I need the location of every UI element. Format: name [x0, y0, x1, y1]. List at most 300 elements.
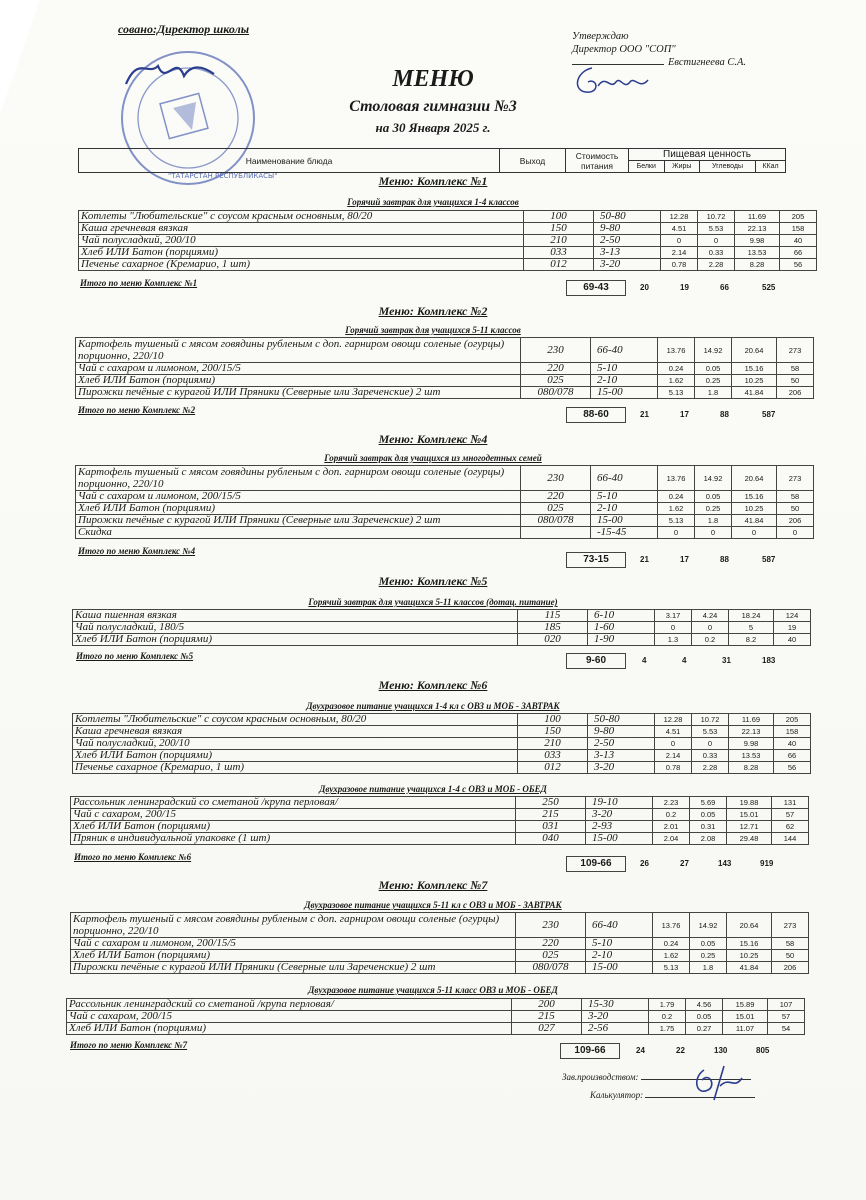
- dish-carbs: 8.28: [729, 762, 774, 774]
- dish-output: 215: [512, 1011, 582, 1023]
- dish-protein: 5.13: [653, 962, 690, 974]
- dish-fat: 14.92: [695, 466, 732, 491]
- torn-corner: [0, 0, 40, 115]
- dish-output: 020: [518, 634, 588, 646]
- table-row: [79, 223, 817, 235]
- col-name: Наименование блюда: [79, 149, 500, 173]
- dish-fat: 10.72: [698, 211, 735, 223]
- dish-output: 220: [521, 363, 591, 375]
- dish-carbs: 10.25: [727, 950, 772, 962]
- dish-carbs: 19.88: [727, 797, 772, 809]
- dish-fat: 0.05: [695, 363, 732, 375]
- complex-1-total-label: Итого по меню Комплекс №1: [80, 278, 198, 288]
- dish-carbs: 13.53: [729, 750, 774, 762]
- table-row: [76, 375, 814, 387]
- complex-6-total: 109-66: [566, 856, 626, 872]
- header-agreed: сованo:Директор школы: [118, 22, 250, 36]
- complex-1-total-carbs: 66: [720, 283, 729, 292]
- dish-protein: 0.24: [658, 363, 695, 375]
- dish-name: Чай с сахаром и лимоном, 200/15/5: [71, 938, 516, 950]
- complex-2-total: 88-60: [566, 407, 626, 423]
- dish-carbs: 8.2: [729, 634, 774, 646]
- dish-fat: 4.24: [692, 610, 729, 622]
- dish-fat: 1.8: [695, 515, 732, 527]
- complex-6-subtitle: Двухразовое питание учащихся 1-4 кл с ОВЗ и МОБ - ЗАВТРАК: [306, 701, 560, 711]
- dish-kcal: 57: [768, 1011, 805, 1023]
- dish-kcal: 131: [772, 797, 809, 809]
- dish-price: 15-30: [582, 999, 649, 1011]
- dish-carbs: 15.16: [732, 491, 777, 503]
- complex-6-total-fat: 27: [680, 859, 689, 868]
- dish-output: 080/078: [521, 515, 591, 527]
- dish-name: Печенье сахарное (Кремарио, 1 шт): [79, 259, 524, 271]
- dish-fat: 1.8: [695, 387, 732, 399]
- dish-carbs: 12.71: [727, 821, 772, 833]
- dish-price: 15-00: [586, 962, 653, 974]
- dish-price: 3-13: [588, 750, 655, 762]
- col-fat: Жиры: [664, 161, 700, 173]
- dish-fat: 5.53: [698, 223, 735, 235]
- dish-output: 033: [518, 750, 588, 762]
- dish-protein: 0: [661, 235, 698, 247]
- dish-carbs: 22.13: [729, 726, 774, 738]
- dish-price: 2-56: [582, 1023, 649, 1035]
- dish-kcal: 144: [772, 833, 809, 845]
- dish-carbs: 41.84: [732, 387, 777, 399]
- dish-kcal: 273: [777, 338, 814, 363]
- complex-4-total-kcal: 587: [762, 555, 776, 564]
- dish-protein: 0.78: [655, 762, 692, 774]
- dish-protein: 4.51: [655, 726, 692, 738]
- dish-name: Котлеты "Любительские" с соусом красным основным, 80/20: [73, 714, 518, 726]
- dish-name: Пирожки печёные с курагой ИЛИ Пряники (Северные или Зареченские) 2 шт: [76, 387, 521, 399]
- dish-carbs: 9.98: [729, 738, 774, 750]
- table-row: [76, 491, 814, 503]
- dish-kcal: 205: [774, 714, 811, 726]
- approve-title: Утверждаю: [572, 31, 629, 42]
- dish-name: Хлеб ИЛИ Батон (порциями): [71, 950, 516, 962]
- dish-output: 220: [521, 491, 591, 503]
- dish-name: Чай с сахаром и лимоном, 200/15/5: [76, 491, 521, 503]
- dish-name: Чай полусладкий, 200/10: [73, 738, 518, 750]
- col-nutrition: Пищевая ценность: [629, 149, 786, 161]
- complex-5-total-protein: 4: [642, 656, 647, 665]
- dish-price: 5-10: [591, 363, 658, 375]
- dish-output: 031: [516, 821, 586, 833]
- dish-name: Хлеб ИЛИ Батон (порциями): [67, 1023, 512, 1035]
- dish-kcal: 158: [780, 223, 817, 235]
- dish-protein: 0.78: [661, 259, 698, 271]
- dish-kcal: 66: [774, 750, 811, 762]
- dish-output: 230: [521, 338, 591, 363]
- dish-price: 9-80: [588, 726, 655, 738]
- table-row: [71, 913, 809, 938]
- dish-protein: 1.62: [658, 375, 695, 387]
- dish-fat: 1.8: [690, 962, 727, 974]
- dish-output: 230: [521, 466, 591, 491]
- complex-4-total: 73-15: [566, 552, 626, 568]
- dish-carbs: 5: [729, 622, 774, 634]
- complex-1-total-fat: 19: [680, 283, 689, 292]
- complex-1-total: 69-43: [566, 280, 626, 296]
- dish-output: 025: [516, 950, 586, 962]
- dish-output: 150: [524, 223, 594, 235]
- dish-carbs: 41.84: [732, 515, 777, 527]
- dish-fat: 0: [692, 622, 729, 634]
- dish-name: Котлеты "Любительские" с соусом красным основным, 80/20: [79, 211, 524, 223]
- dish-fat: 0.05: [690, 809, 727, 821]
- dish-protein: 13.76: [658, 338, 695, 363]
- dish-output: 115: [518, 610, 588, 622]
- table-row: [67, 1011, 805, 1023]
- complex-5-total-label: Итого по меню Комплекс №5: [76, 651, 194, 661]
- dish-name: Пирожки печёные с курагой ИЛИ Пряники (Северные или Зареченские) 2 шт: [71, 962, 516, 974]
- dish-protein: 2.01: [653, 821, 690, 833]
- complex-4-table: [75, 465, 814, 539]
- dish-name: Картофель тушеный с мясом говядины рубленым с доп. гарниром овощи соленые (огурцы) порционно, 220/10: [71, 913, 516, 938]
- complex-2-total-protein: 21: [640, 410, 649, 419]
- dish-name: Картофель тушеный с мясом говядины рубленым с доп. гарниром овощи соленые (огурцы) порционно, 220/10: [76, 338, 521, 363]
- dish-carbs: 13.53: [735, 247, 780, 259]
- dish-name: Хлеб ИЛИ Батон (порциями): [79, 247, 524, 259]
- dish-carbs: 10.25: [732, 375, 777, 387]
- table-row: [71, 821, 809, 833]
- dish-price: 6-10: [588, 610, 655, 622]
- dish-price: 2-10: [591, 375, 658, 387]
- dish-name: Рассольник ленинградский со сметаной /крупа перловая/: [67, 999, 512, 1011]
- table-row: [71, 809, 809, 821]
- dish-price: 2-93: [586, 821, 653, 833]
- dish-kcal: 124: [774, 610, 811, 622]
- table-row: [79, 235, 817, 247]
- dish-name: Пряник в индивидуальной упаковке (1 шт): [71, 833, 516, 845]
- table-row: [76, 503, 814, 515]
- complex-5-title: Меню: Комплекс №5: [378, 574, 488, 588]
- complex-2-total-carbs: 88: [720, 410, 729, 419]
- complex-6-total-kcal: 919: [760, 859, 774, 868]
- dish-carbs: 0: [732, 527, 777, 539]
- dish-fat: 10.72: [692, 714, 729, 726]
- dish-carbs: 20.64: [732, 338, 777, 363]
- table-row: [71, 950, 809, 962]
- dish-kcal: 50: [772, 950, 809, 962]
- dish-fat: 0.05: [686, 1011, 723, 1023]
- dish-output: 040: [516, 833, 586, 845]
- dish-name: Хлеб ИЛИ Батон (порциями): [76, 503, 521, 515]
- dish-price: 66-40: [586, 913, 653, 938]
- dish-kcal: 58: [777, 491, 814, 503]
- dish-protein: 0.2: [649, 1011, 686, 1023]
- complex-2-total-fat: 17: [680, 410, 689, 419]
- dish-fat: 0.25: [695, 375, 732, 387]
- dish-protein: 0: [655, 738, 692, 750]
- dish-carbs: 20.64: [732, 466, 777, 491]
- dish-output: 250: [516, 797, 586, 809]
- dish-protein: 0.24: [658, 491, 695, 503]
- dish-protein: 0: [655, 622, 692, 634]
- dish-output: 150: [518, 726, 588, 738]
- complex-7-subtitle-lunch: Двухразовое питание учащихся 5-11 класс ОВЗ и МОБ - ОБЕД: [308, 985, 558, 995]
- complex-5-total-fat: 4: [682, 656, 687, 665]
- producer-signature: [690, 1060, 750, 1106]
- dish-carbs: 11.07: [723, 1023, 768, 1035]
- dish-kcal: 40: [774, 634, 811, 646]
- dish-kcal: 205: [780, 211, 817, 223]
- table-row: [79, 211, 817, 223]
- dish-name: Каша гречневая вязкая: [73, 726, 518, 738]
- complex-6-total-carbs: 143: [718, 859, 732, 868]
- dish-protein: 1.75: [649, 1023, 686, 1035]
- complex-5-subtitle: Горячий завтрак для учащихся 5-11 классов (дотац. питание): [308, 597, 558, 607]
- dish-output: [521, 527, 591, 539]
- dish-price: 50-80: [594, 211, 661, 223]
- dish-output: 025: [521, 503, 591, 515]
- complex-7-title: Меню: Комплекс №7: [378, 878, 488, 892]
- complex-7-total-protein: 24: [636, 1046, 645, 1055]
- dish-price: 19-10: [586, 797, 653, 809]
- dish-carbs: 15.01: [727, 809, 772, 821]
- dish-kcal: 206: [777, 387, 814, 399]
- dish-kcal: 40: [780, 235, 817, 247]
- dish-fat: 4.56: [686, 999, 723, 1011]
- dish-price: 5-10: [591, 491, 658, 503]
- dish-carbs: 15.01: [723, 1011, 768, 1023]
- dish-kcal: 62: [772, 821, 809, 833]
- table-row: [73, 610, 811, 622]
- complex-2-total-label: Итого по меню Комплекс №2: [78, 405, 196, 415]
- dish-carbs: 11.69: [735, 211, 780, 223]
- dish-price: 2-10: [591, 503, 658, 515]
- dish-protein: 5.13: [658, 515, 695, 527]
- dish-output: 230: [516, 913, 586, 938]
- complex-5-total: 9-60: [566, 653, 626, 669]
- dish-fat: 0: [692, 738, 729, 750]
- approve-name: Евстигнеева С.А.: [668, 57, 746, 68]
- dish-protein: 2.14: [661, 247, 698, 259]
- dish-carbs: 11.69: [729, 714, 774, 726]
- complex-1-title: Меню: Комплекс №1: [378, 174, 488, 188]
- complex-4-total-label: Итого по меню Комплекс №4: [78, 546, 196, 556]
- dish-fat: 0.31: [690, 821, 727, 833]
- dish-protein: 4.51: [661, 223, 698, 235]
- dish-fat: 2.28: [692, 762, 729, 774]
- complex-7-total-kcal: 805: [756, 1046, 770, 1055]
- complex-2-title: Меню: Комплекс №2: [378, 304, 488, 318]
- complex-4-title: Меню: Комплекс №4: [378, 432, 488, 446]
- dish-carbs: 29.48: [727, 833, 772, 845]
- dish-price: 3-13: [594, 247, 661, 259]
- dish-kcal: 273: [777, 466, 814, 491]
- dish-price: 66-40: [591, 338, 658, 363]
- col-cost: Стоимость питания: [566, 149, 629, 173]
- dish-fat: 0.2: [692, 634, 729, 646]
- dish-kcal: 50: [777, 375, 814, 387]
- dish-name: Каша гречневая вязкая: [79, 223, 524, 235]
- complex-7-subtitle: Двухразовое питание учащихся 5-11 кл с ОВЗ и МОБ - ЗАВТРАК: [304, 900, 562, 910]
- dish-protein: 1.62: [653, 950, 690, 962]
- dish-output: 027: [512, 1023, 582, 1035]
- dish-carbs: 9.98: [735, 235, 780, 247]
- dish-name: Хлеб ИЛИ Батон (порциями): [73, 634, 518, 646]
- dish-fat: 5.69: [690, 797, 727, 809]
- table-row: [79, 259, 817, 271]
- table-row: [73, 762, 811, 774]
- stamp-text: "ТАТАРСТАН РЕСПУБЛИКАСЫ": [168, 172, 278, 180]
- complex-4-total-carbs: 88: [720, 555, 729, 564]
- table-row: [71, 833, 809, 845]
- complex-2-subtitle: Горячий завтрак для учащихся 5-11 классов: [345, 325, 521, 335]
- producer-label: Зав.производством:: [562, 1072, 639, 1082]
- dish-carbs: 41.84: [727, 962, 772, 974]
- dish-price: 66-40: [591, 466, 658, 491]
- table-row: [67, 1023, 805, 1035]
- dish-fat: 0.25: [695, 503, 732, 515]
- calculator-label: Калькулятор:: [590, 1090, 644, 1100]
- dish-name: Рассольник ленинградский со сметаной /крупа перловая/: [71, 797, 516, 809]
- dish-price: 3-20: [588, 762, 655, 774]
- dish-fat: 0.25: [690, 950, 727, 962]
- dish-carbs: 20.64: [727, 913, 772, 938]
- dish-price: 3-20: [594, 259, 661, 271]
- dish-price: 1-90: [588, 634, 655, 646]
- table-row: [76, 466, 814, 491]
- col-output: Выход: [500, 149, 566, 173]
- complex-7-total-label: Итого по меню Комплекс №7: [70, 1040, 188, 1050]
- dish-carbs: 15.16: [732, 363, 777, 375]
- complex-1-total-protein: 20: [640, 283, 649, 292]
- dish-protein: 1.62: [658, 503, 695, 515]
- dish-fat: 0: [698, 235, 735, 247]
- dish-protein: 5.13: [658, 387, 695, 399]
- dish-price: 15-00: [591, 515, 658, 527]
- dish-protein: 1.3: [655, 634, 692, 646]
- dish-carbs: 18.24: [729, 610, 774, 622]
- dish-kcal: 58: [777, 363, 814, 375]
- dish-name: Чай полусладкий, 200/10: [79, 235, 524, 247]
- dish-protein: 13.76: [658, 466, 695, 491]
- dish-price: 15-00: [591, 387, 658, 399]
- dish-name: Чай с сахаром и лимоном, 200/15/5: [76, 363, 521, 375]
- complex-1-subtitle: Горячий завтрак для учащихся 1-4 классов: [347, 197, 519, 207]
- col-kcal: ККал: [756, 161, 786, 173]
- dish-kcal: 40: [774, 738, 811, 750]
- dish-price: 15-00: [586, 833, 653, 845]
- dish-kcal: 56: [774, 762, 811, 774]
- complex-7-total: 109-66: [560, 1043, 620, 1059]
- table-row: [71, 938, 809, 950]
- dish-carbs: 8.28: [735, 259, 780, 271]
- dish-name: Каша пшенная вязкая: [73, 610, 518, 622]
- dish-protein: 0.2: [653, 809, 690, 821]
- dish-carbs: 15.89: [723, 999, 768, 1011]
- dish-kcal: 0: [777, 527, 814, 539]
- dish-price: 2-50: [588, 738, 655, 750]
- complex-5-total-kcal: 183: [762, 656, 776, 665]
- dish-price: 50-80: [588, 714, 655, 726]
- dish-price: 9-80: [594, 223, 661, 235]
- dish-carbs: 15.16: [727, 938, 772, 950]
- dish-name: Чай с сахаром, 200/15: [67, 1011, 512, 1023]
- complex-2-table: [75, 337, 814, 399]
- dish-protein: 2.23: [653, 797, 690, 809]
- dish-kcal: 57: [772, 809, 809, 821]
- dish-carbs: 22.13: [735, 223, 780, 235]
- table-row: [73, 714, 811, 726]
- dish-price: 3-20: [582, 1011, 649, 1023]
- dish-kcal: 206: [777, 515, 814, 527]
- dish-price: 2-50: [594, 235, 661, 247]
- dish-price: 1-60: [588, 622, 655, 634]
- complex-6-lunch-table: [70, 796, 809, 845]
- complex-5-total-carbs: 31: [722, 656, 731, 665]
- complex-5-table: [72, 609, 811, 646]
- dish-kcal: 206: [772, 962, 809, 974]
- complex-4-subtitle: Горячий завтрак для учащихся из многодетных семей: [324, 453, 542, 463]
- complex-6-title: Меню: Комплекс №6: [378, 678, 488, 692]
- dish-protein: 2.04: [653, 833, 690, 845]
- page-subtitle: Столовая гимназии №3: [349, 98, 517, 115]
- dish-kcal: 66: [780, 247, 817, 259]
- dish-kcal: 56: [780, 259, 817, 271]
- table-row: [71, 797, 809, 809]
- table-row: [67, 999, 805, 1011]
- complex-2-total-kcal: 587: [762, 410, 776, 419]
- dish-protein: 12.28: [661, 211, 698, 223]
- dish-output: 220: [516, 938, 586, 950]
- complex-7-total-fat: 22: [676, 1046, 685, 1055]
- dish-output: 012: [524, 259, 594, 271]
- dish-output: 080/078: [521, 387, 591, 399]
- dish-output: 100: [524, 211, 594, 223]
- complex-6-table: [72, 713, 811, 774]
- table-row: [73, 726, 811, 738]
- dish-protein: 0: [658, 527, 695, 539]
- dish-price: 3-20: [586, 809, 653, 821]
- dish-fat: 14.92: [695, 338, 732, 363]
- dish-fat: 14.92: [690, 913, 727, 938]
- dish-kcal: 19: [774, 622, 811, 634]
- dish-output: 200: [512, 999, 582, 1011]
- dish-kcal: 58: [772, 938, 809, 950]
- dish-output: 033: [524, 247, 594, 259]
- complex-6-total-protein: 26: [640, 859, 649, 868]
- dish-output: 100: [518, 714, 588, 726]
- dish-output: 210: [524, 235, 594, 247]
- table-row: [71, 962, 809, 974]
- table-row: [76, 387, 814, 399]
- dish-name: Хлеб ИЛИ Батон (порциями): [71, 821, 516, 833]
- dish-kcal: 158: [774, 726, 811, 738]
- dish-kcal: 50: [777, 503, 814, 515]
- dish-name: Чай полусладкий, 180/5: [73, 622, 518, 634]
- table-row: [73, 622, 811, 634]
- dish-price: -15-45: [591, 527, 658, 539]
- dish-output: 025: [521, 375, 591, 387]
- dish-output: 215: [516, 809, 586, 821]
- complex-7-table: [70, 912, 809, 974]
- table-row: [76, 515, 814, 527]
- table-row: [76, 363, 814, 375]
- dish-name: Хлеб ИЛИ Батон (порциями): [73, 750, 518, 762]
- dish-kcal: 54: [768, 1023, 805, 1035]
- complex-7-lunch-table: [66, 998, 805, 1035]
- table-row: [73, 738, 811, 750]
- col-carbs: Углеводы: [700, 161, 756, 173]
- dish-fat: 2.28: [698, 259, 735, 271]
- dish-name: Хлеб ИЛИ Батон (порциями): [76, 375, 521, 387]
- complex-7-total-carbs: 130: [714, 1046, 728, 1055]
- dish-fat: 0.05: [690, 938, 727, 950]
